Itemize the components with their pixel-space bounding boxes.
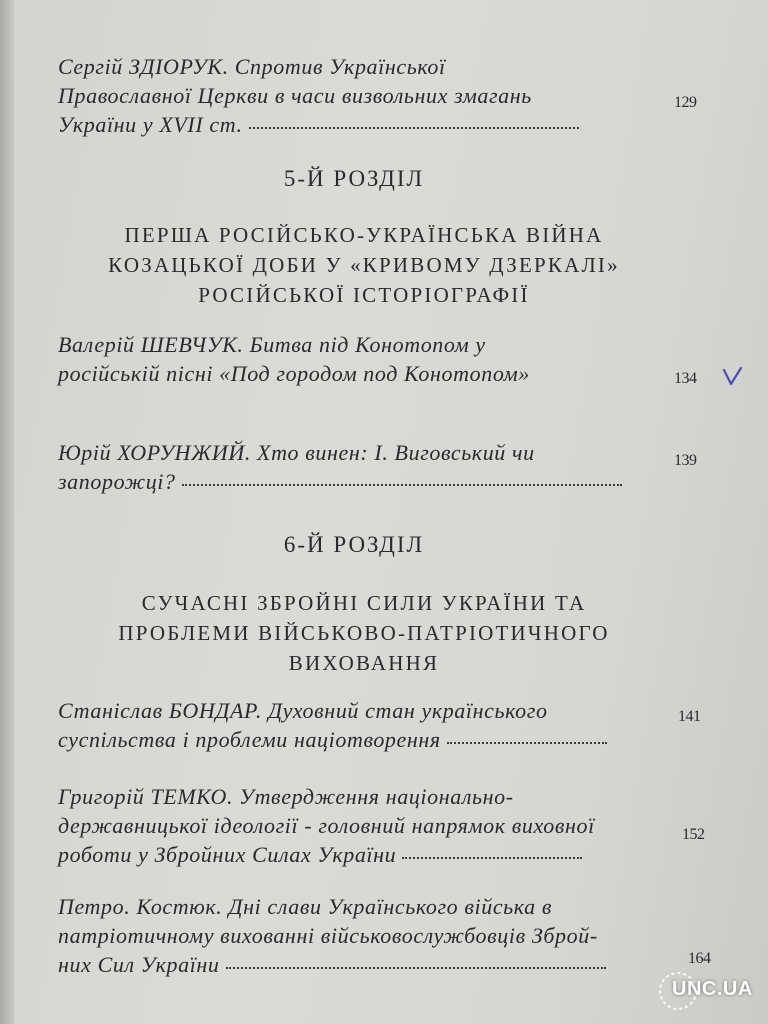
entry-line: України у XVII ст.: [58, 110, 658, 139]
entry-line: суспільства і проблеми націотворення: [58, 725, 658, 754]
section-label: 5-Й РОЗДІЛ: [283, 166, 425, 191]
page-number: 141: [678, 708, 701, 725]
page-number: 139: [674, 452, 697, 469]
entry-line: російській пісні «Под городом под Конотопом»: [58, 361, 530, 386]
toc-entry: [58, 330, 658, 388]
toc-entry: [58, 52, 658, 139]
page-number: 164: [688, 950, 711, 967]
heading-line: ВИХОВАННЯ: [288, 651, 440, 675]
entry-line: державницької ідеології - головний напрямок виховної: [58, 813, 595, 838]
watermark-text: UNC.UA: [672, 978, 753, 1000]
entry-line: Православної Церкви в часи визвольних змагань: [58, 83, 532, 108]
entry-line: Станіслав БОНДАР. Духовний стан українського: [58, 698, 548, 723]
entry-line: запорожці?: [58, 467, 658, 496]
book-page: [14, 0, 768, 1024]
watermark: [656, 966, 760, 1016]
toc-entry: [58, 696, 658, 754]
page-number: 134: [674, 370, 697, 387]
heading-line: КОЗАЦЬКОЇ ДОБИ У «КРИВОМУ ДЗЕРКАЛІ»: [108, 253, 620, 277]
book-spine-edge: [0, 0, 14, 1024]
toc-entry: [58, 438, 658, 496]
entry-line: Юрій ХОРУНЖИЙ. Хто винен: І. Виговський чи: [58, 440, 535, 465]
heading-line: ПЕРША РОСІЙСЬКО-УКРАЇНСЬКА ВІЙНА: [124, 223, 604, 247]
page-number: 152: [682, 826, 705, 843]
dot-leader: [226, 967, 606, 969]
heading-line: РОСІЙСЬКОЇ ІСТОРІОГРАФІЇ: [198, 283, 530, 307]
entry-line: патріотичному вихованні військовослужбовців Збрoй-: [58, 923, 598, 948]
section-heading: [54, 220, 674, 310]
toc-entry: [58, 892, 658, 979]
dot-leader: [249, 127, 579, 129]
entry-line: Григорій ТЕМКО. Утвердження національно-: [58, 784, 514, 809]
entry-line: Сергій ЗДІОРУК. Спротив Української: [58, 54, 446, 79]
entry-line: них Сил України: [58, 950, 658, 979]
entry-line: Валерій ШЕВЧУК. Битва під Конотопом у: [58, 332, 486, 357]
toc-entry: [58, 782, 658, 869]
entry-line: Петро. Костюк. Дні слави Українського війська в: [58, 894, 552, 919]
heading-line: СУЧАСНІ ЗБРОЙНІ СИЛИ УКРАЇНИ ТА: [141, 591, 587, 615]
section-heading: [54, 588, 674, 678]
section-label: 6-Й РОЗДІЛ: [283, 532, 425, 557]
entry-line: роботи у Збройних Силах України: [58, 840, 658, 869]
dot-leader: [447, 742, 607, 744]
page-number: 129: [674, 94, 697, 111]
check-mark-icon: [722, 366, 744, 388]
heading-line: ПРОБЛЕМИ ВІЙСЬКОВО-ПАТРІОТИЧНОГО: [118, 621, 610, 645]
dot-leader: [182, 484, 622, 486]
dot-leader: [402, 857, 582, 859]
